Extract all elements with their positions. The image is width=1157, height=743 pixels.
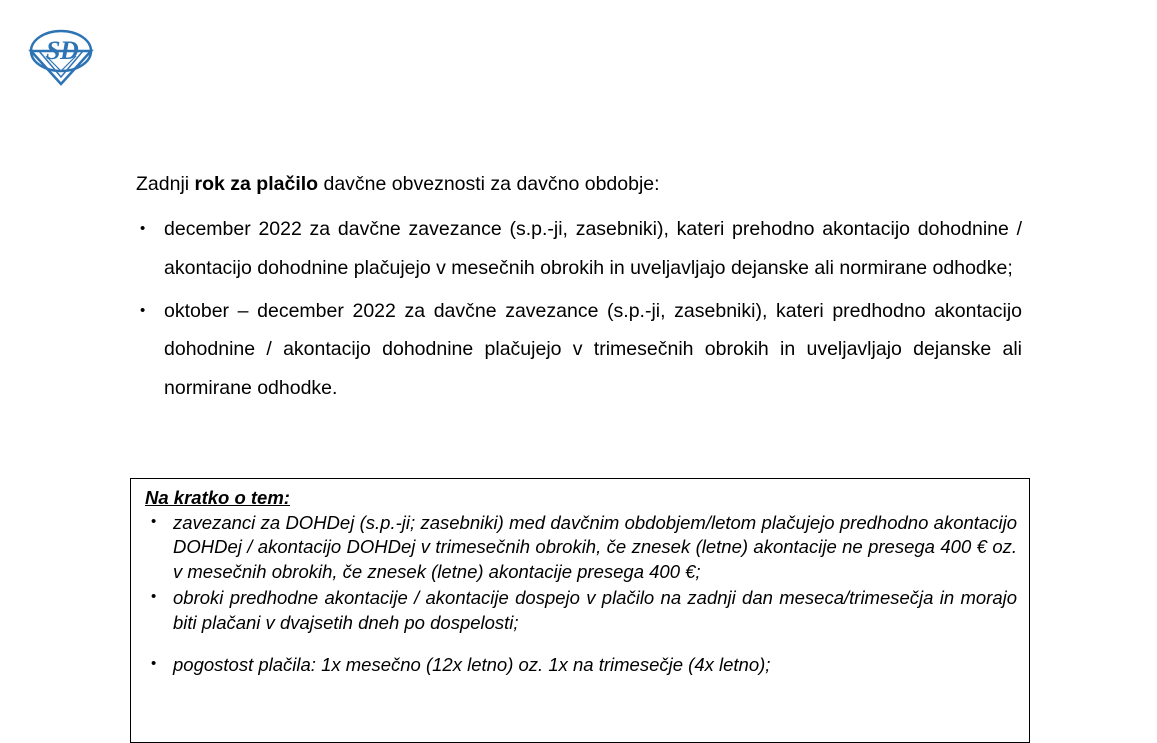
list-item — [136, 292, 1022, 408]
document-body — [136, 172, 1022, 411]
bullet-line: oktober – december 2022 za davčne zavezance (s.p.-ji, zasebniki), kateri — [164, 299, 824, 322]
svg-text:D: D — [60, 36, 79, 65]
intro-paragraph — [136, 172, 1022, 196]
bullet-line: obrokih in uveljavljajo dejanske ali normirane odhodke. — [164, 338, 1022, 399]
sd-logo — [22, 26, 100, 88]
intro-bold: rok za plačilo — [194, 173, 319, 195]
bullet-line: obroki predhodne akontacije / akontacije dospejo v plačilo na zadnji dan — [173, 587, 773, 609]
main-bullet-list — [136, 210, 1022, 407]
callout-box — [130, 478, 1030, 743]
intro-suffix: davčne obveznosti za davčno obdobje: — [318, 173, 660, 195]
list-item — [136, 210, 1022, 287]
bullet-line: uveljavljajo dejanske ali normirane odhodke; — [630, 256, 1013, 279]
list-item — [143, 653, 1017, 677]
intro-prefix: Zadnji — [136, 173, 195, 195]
bullet-line: december 2022 za davčne zavezance (s.p.-ji, zasebniki), kateri prehodno — [164, 218, 815, 241]
list-item — [143, 511, 1017, 584]
bullet-line: znesek (letne) akontacije ne presega 400 € oz. v mesečnih obrokih, če znesek — [173, 536, 1017, 582]
bullet-line: predhodno akontacijo DOHDej / akontacijo DOHDej v trimesečnih obrokih, če — [173, 512, 1017, 558]
bullet-line: akontacijo dohodnine / akontacijo dohodnine plačujejo v mesečnih obrokih in — [164, 218, 1023, 279]
list-item — [143, 586, 1017, 635]
bullet-line: predhodno akontacijo dohodnine / akontacijo dohodnine plačujejo v trimesečnih — [164, 299, 1022, 361]
bullet-line: meseca/trimesečja in morajo biti plačani v dvajsetih dneh po dospelosti; — [173, 587, 1018, 633]
callout-bullet-list — [143, 511, 1017, 677]
svg-text:S: S — [46, 36, 61, 65]
bullet-line: (letne) akontacije presega 400 €; — [431, 560, 701, 582]
bullet-line: pogostost plačila: 1x mesečno (12x letno) oz. 1x na trimesečje (4x letno); — [173, 654, 771, 676]
bullet-line: zavezanci za DOHDej (s.p.-ji; zasebniki) med davčnim obdobjem/letom plačujejo — [173, 512, 835, 533]
callout-title: Na kratko o tem: — [145, 487, 290, 508]
